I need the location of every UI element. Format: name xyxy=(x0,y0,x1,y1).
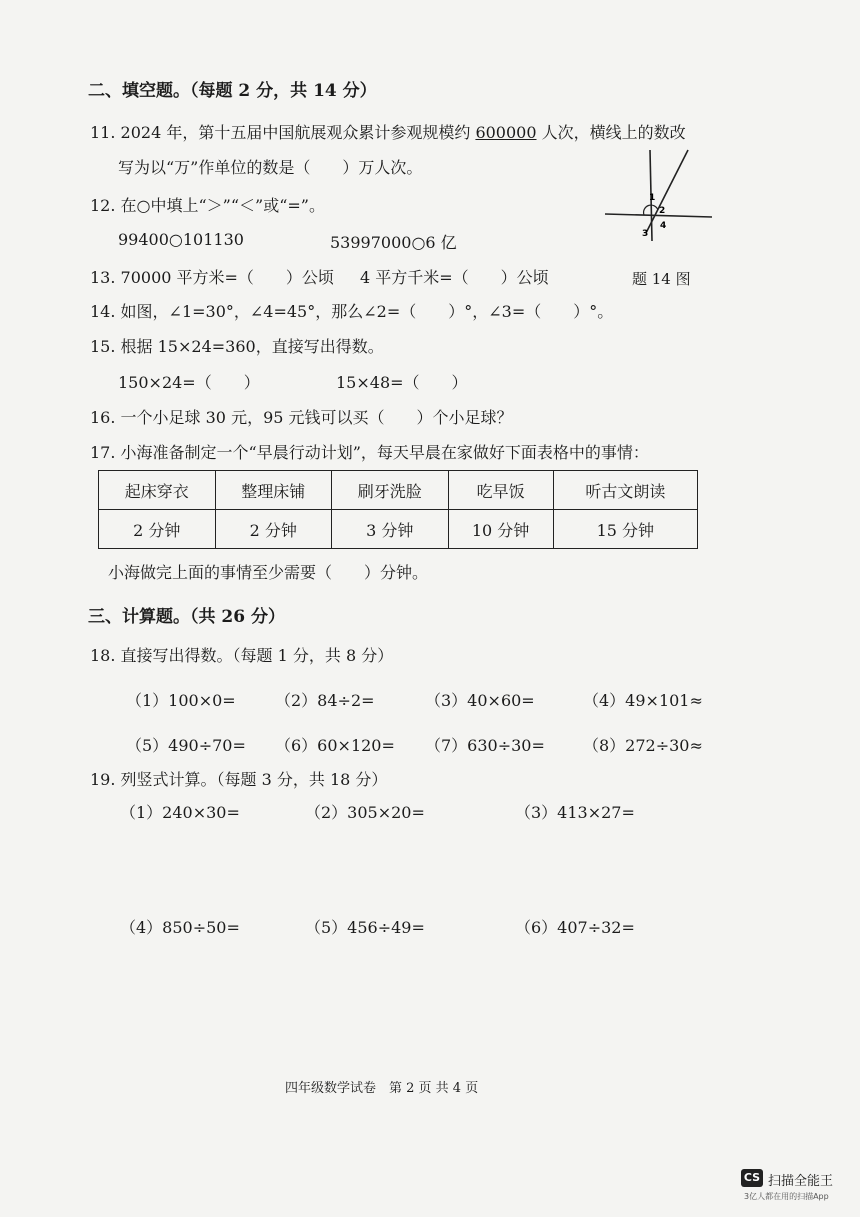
q18-item-4: （4）49×101≈ xyxy=(583,691,703,710)
table-header-cell: 整理床铺 xyxy=(215,471,332,510)
q19-item-1: （1）240×30= xyxy=(120,803,240,822)
question-12-a: 99400○101130 xyxy=(118,230,244,249)
table-cell: 2 分钟 xyxy=(99,510,216,549)
question-17-answer: 小海做完上面的事情至少需要（ ）分钟。 xyxy=(108,563,429,582)
scanner-brand-name: 扫描全能王 xyxy=(768,1174,834,1189)
figure-label-3: 3 xyxy=(642,229,649,239)
q19-item-6: （6）407÷32= xyxy=(515,918,635,937)
question-12-b: 53997000○6 亿 xyxy=(330,233,457,252)
figure-label-1: 1 xyxy=(649,193,656,203)
table-cell: 15 分钟 xyxy=(553,510,697,549)
page-footer: 四年级数学试卷 第 2 页 共 4 页 xyxy=(285,1081,479,1096)
table-header-cell: 吃早饭 xyxy=(448,471,553,510)
table-cell: 3 分钟 xyxy=(332,510,449,549)
table-row xyxy=(99,510,698,549)
q11-text-a: 11. 2024 年，第十五届中国航展观众累计参观规模约 xyxy=(90,123,476,142)
question-13-a: 13. 70000 平方米=（ ）公顷 xyxy=(90,268,334,287)
angle-figure xyxy=(600,148,720,243)
table-header-cell: 起床穿衣 xyxy=(99,471,216,510)
question-17: 17. 小海准备制定一个“早晨行动计划”，每天早晨在家做好下面表格中的事情： xyxy=(90,443,649,462)
q18-item-5: （5）490÷70= xyxy=(126,736,246,755)
q19-item-3: （3）413×27= xyxy=(515,803,635,822)
question-15-b: 15×48=（ ） xyxy=(336,373,468,392)
figure-slanted-line xyxy=(646,150,688,233)
q11-underlined-number: 600000 xyxy=(475,123,537,142)
q11-text-b: 人次，横线上的数改 xyxy=(536,123,686,142)
question-18: 18. 直接写出得数。（每题 1 分，共 8 分） xyxy=(90,646,394,665)
figure-caption: 题 14 图 xyxy=(632,270,691,288)
q18-item-7: （7）630÷30= xyxy=(425,736,545,755)
q18-item-8: （8）272÷30≈ xyxy=(583,736,703,755)
table-cell: 10 分钟 xyxy=(448,510,553,549)
question-13-b: 4 平方千米=（ ）公顷 xyxy=(360,268,549,287)
q18-item-6: （6）60×120= xyxy=(275,736,395,755)
table-header-row xyxy=(99,471,698,510)
table-header-cell: 刷牙洗脸 xyxy=(332,471,449,510)
q19-item-4: （4）850÷50= xyxy=(120,918,240,937)
q18-item-1: （1）100×0= xyxy=(126,691,236,710)
question-11-line2: 写为以“万”作单位的数是（ ）万人次。 xyxy=(118,158,423,177)
question-14: 14. 如图，∠1=30°，∠4=45°，那么∠2=（ ）°，∠3=（ ）°。 xyxy=(90,302,614,321)
table-cell: 2 分钟 xyxy=(215,510,332,549)
q18-item-2: （2）84÷2= xyxy=(275,691,375,710)
question-15: 15. 根据 15×24=360，直接写出得数。 xyxy=(90,337,384,356)
question-15-a: 150×24=（ ） xyxy=(118,373,260,392)
question-19: 19. 列竖式计算。（每题 3 分，共 18 分） xyxy=(90,770,388,789)
figure-label-2: 2 xyxy=(659,206,666,216)
q19-item-2: （2）305×20= xyxy=(305,803,425,822)
q19-item-5: （5）456÷49= xyxy=(305,918,425,937)
table-header-cell: 听古文朗读 xyxy=(553,471,697,510)
scanner-tagline: 3亿人都在用的扫描App xyxy=(744,1192,829,1201)
question-12: 12. 在○中填上“＞”“＜”或“=”。 xyxy=(90,196,325,215)
figure-label-4: 4 xyxy=(660,221,667,231)
morning-plan-table xyxy=(98,470,698,549)
section-3-title: 三、计算题。（共 26 分） xyxy=(88,607,285,627)
question-11-line1 xyxy=(90,120,686,143)
question-16: 16. 一个小足球 30 元，95 元钱可以买（ ）个小足球？ xyxy=(90,408,513,427)
scanner-logo-icon: CS xyxy=(741,1169,763,1187)
section-2-title: 二、填空题。（每题 2 分，共 14 分） xyxy=(88,81,377,101)
q18-item-3: （3）40×60= xyxy=(425,691,535,710)
